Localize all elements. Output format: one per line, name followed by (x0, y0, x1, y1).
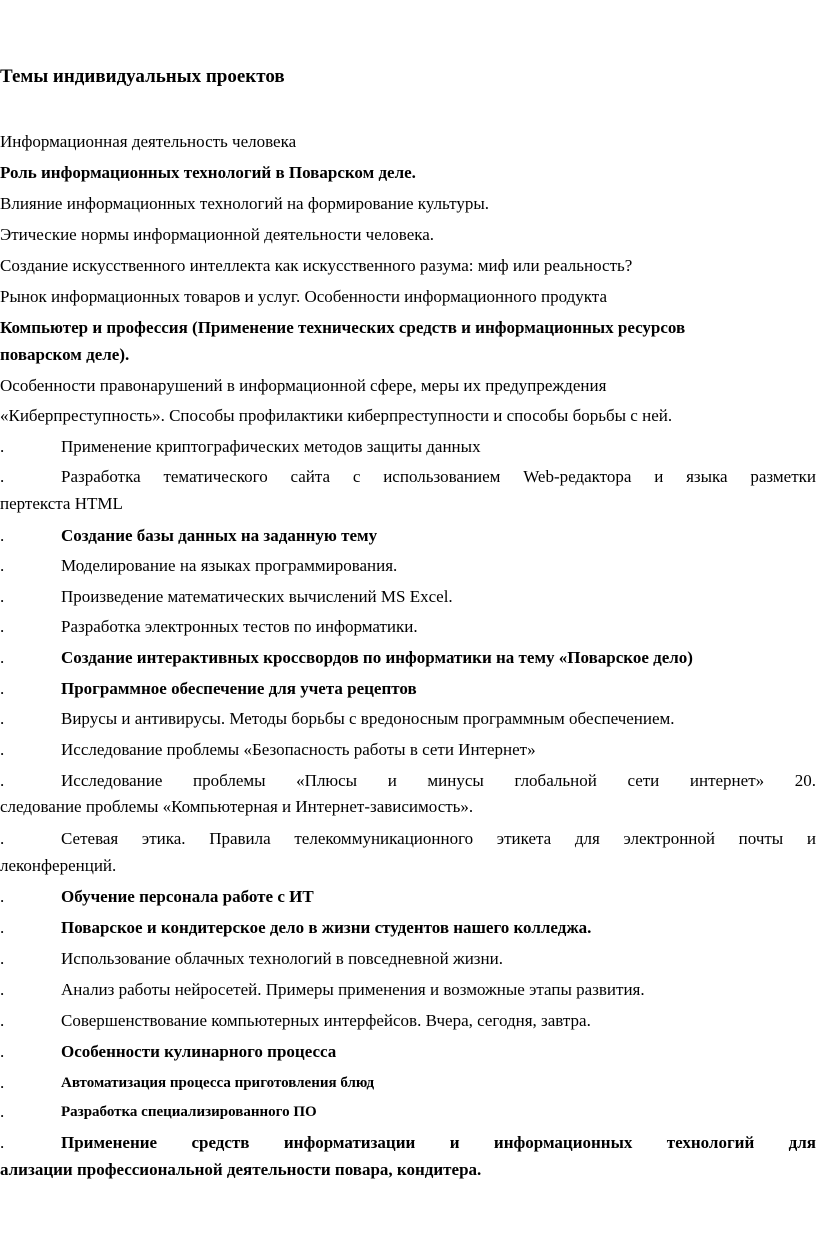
list-marker: . (0, 1011, 5, 1030)
list-item-text: Исследование проблемы «Плюсы и минусы глобальной сети интернет» 20. (61, 771, 816, 790)
list-item-text: Обучение персонала работе с ИТ (61, 887, 314, 906)
list-item-text: Автоматизация процесса приготовления блюд (61, 1075, 375, 1091)
list-marker: . (0, 1133, 5, 1152)
list-item-text: Разработка тематического сайта с использованием Web-редактора и языка разметки (61, 467, 816, 486)
list-item-text: Применение средств информатизации и информационных технологий для (61, 1133, 816, 1152)
list-item-continuation: леконференций. (0, 856, 117, 875)
paragraph: Роль информационных технологий в Поварском деле. (0, 163, 416, 182)
list-item-continuation: следование проблемы «Компьютерная и Интернет-зависимость». (0, 797, 474, 816)
list-item-text: Вирусы и антивирусы. Методы борьбы с вредоносным программным обеспечением. (61, 709, 675, 728)
list-item-text: Сетевая этика. Правила телекоммуникационного этикета для электронной почты и (61, 829, 816, 848)
list-item-text: Разработка электронных тестов по информатики. (61, 617, 418, 636)
list-marker: . (0, 1042, 5, 1061)
list-marker: . (0, 648, 5, 667)
list-marker: . (0, 709, 5, 728)
list-marker: . (0, 617, 5, 636)
paragraph: Особенности правонарушений в информационной сфере, меры их предупреждения (0, 376, 607, 395)
list-item-text: Исследование проблемы «Безопасность работы в сети Интернет» (61, 740, 536, 759)
list-marker: . (0, 556, 5, 575)
list-item-text: Моделирование на языках программирования. (61, 556, 398, 575)
list-item-text: Разработка специализированного ПО (61, 1104, 317, 1120)
list-item-text: Анализ работы нейросетей. Примеры применения и возможные этапы развития. (61, 980, 645, 999)
list-marker: . (0, 679, 5, 698)
list-marker: . (0, 1102, 5, 1121)
list-item-text: Поварское и кондитерское дело в жизни студентов нашего колледжа. (61, 918, 592, 937)
list-marker: . (0, 1073, 5, 1092)
list-item-text: Создание интерактивных кроссвордов по информатики на тему «Поварское дело) (61, 648, 693, 667)
list-marker: . (0, 887, 5, 906)
list-marker: . (0, 771, 5, 790)
list-item-continuation: ализации профессиональной деятельности повара, кондитера. (0, 1160, 482, 1179)
paragraph: поварском деле). (0, 345, 130, 364)
paragraph: Рынок информационных товаров и услуг. Особенности информационного продукта (0, 287, 607, 306)
list-marker: . (0, 949, 5, 968)
paragraph: Этические нормы информационной деятельности человека. (0, 225, 435, 244)
list-item-text: Совершенствование компьютерных интерфейсов. Вчера, сегодня, завтра. (61, 1011, 591, 1030)
paragraph: Влияние информационных технологий на формирование культуры. (0, 194, 490, 213)
list-marker: . (0, 526, 5, 545)
list-marker: . (0, 467, 5, 486)
list-marker: . (0, 829, 5, 848)
list-item-text: Программное обеспечение для учета рецептов (61, 679, 417, 698)
list-item-text: Применение криптографических методов защиты данных (61, 437, 481, 456)
list-item-continuation: пертекста HTML (0, 494, 123, 513)
list-marker: . (0, 437, 5, 456)
list-item-text: Создание базы данных на заданную тему (61, 526, 378, 545)
list-marker: . (0, 587, 5, 606)
paragraph: Компьютер и профессия (Применение технических средств и информационных ресурсов (0, 318, 686, 337)
paragraph: «Киберпреступность». Способы профилактики киберпреступности и способы борьбы с ней. (0, 406, 673, 425)
list-marker: . (0, 980, 5, 999)
list-item-text: Использование облачных технологий в повседневной жизни. (61, 949, 503, 968)
document-title: Темы индивидуальных проектов (0, 66, 285, 87)
paragraph: Создание искусственного интеллекта как искусственного разума: миф или реальность? (0, 256, 633, 275)
paragraph: Информационная деятельность человека (0, 132, 297, 151)
list-marker: . (0, 918, 5, 937)
list-item-text: Произведение математических вычислений MS Excel. (61, 587, 453, 606)
list-marker: . (0, 740, 5, 759)
list-item-text: Особенности кулинарного процесса (61, 1042, 337, 1061)
